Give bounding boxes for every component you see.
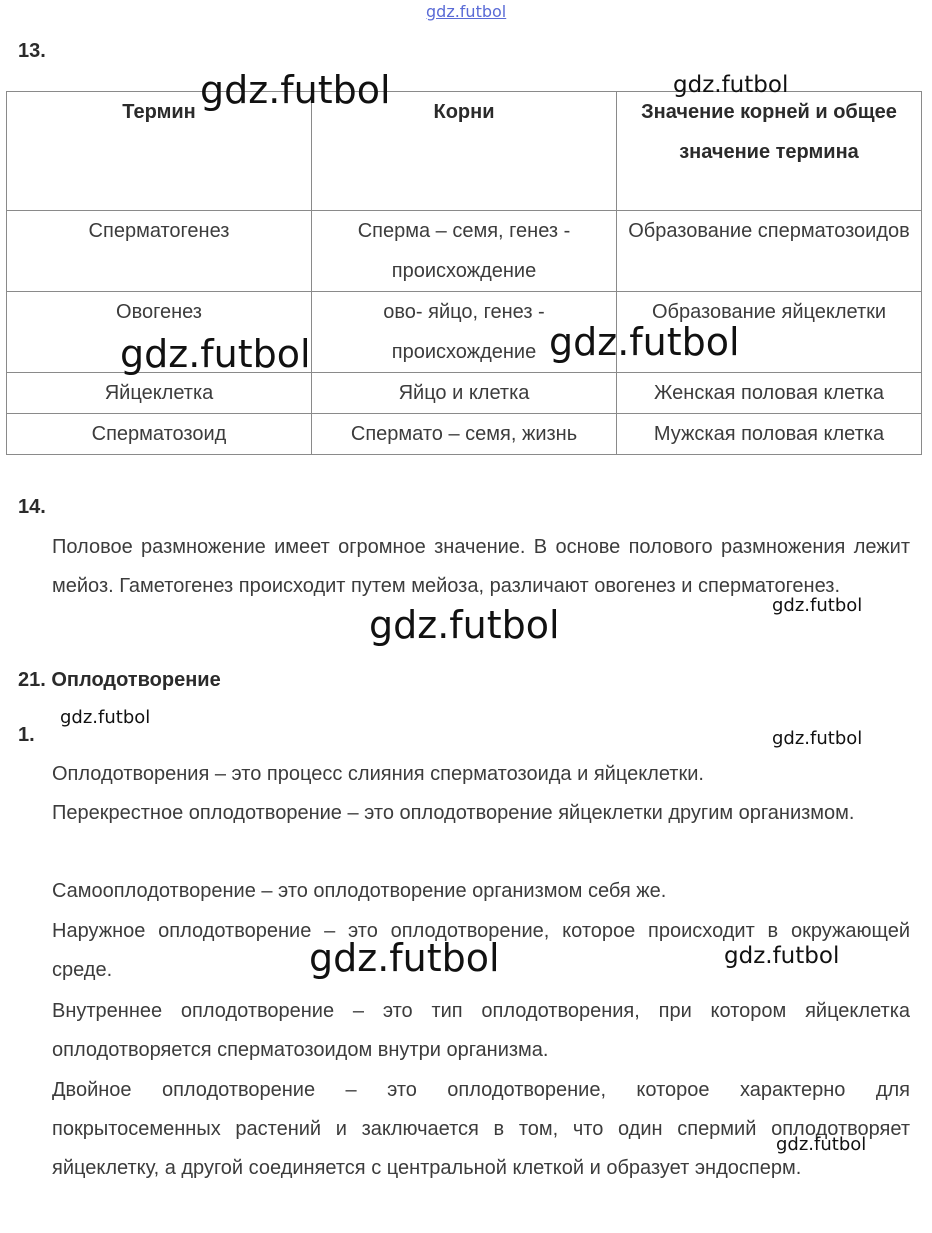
watermark-link[interactable]: gdz.futbol: [426, 2, 507, 21]
watermark: gdz.futbol: [60, 707, 151, 728]
definition-paragraph: Перекрестное оплодотворение – это оплодотворение яйцеклетки другим организмом.: [52, 802, 855, 824]
section-21-title: 21. Оплодотворение: [18, 669, 221, 691]
watermark: gdz.futbol: [772, 728, 863, 749]
watermark: gdz.futbol: [724, 943, 840, 969]
watermark: gdz.futbol: [120, 332, 311, 376]
task-number-14: 14.: [18, 496, 46, 518]
table-row: [7, 211, 922, 292]
cell-roots: Яйцо и клетка: [312, 373, 617, 414]
cell-roots: ово- яйцо, генез - происхождение: [312, 292, 617, 373]
cell-meaning: Женская половая клетка: [617, 373, 922, 414]
table-row: [7, 414, 922, 455]
table-row: [7, 373, 922, 414]
cell-meaning: Образование сперматозоидов: [617, 211, 922, 292]
definition-paragraph: Двойное оплодотворение – это оплодотворение, которое характерно для покрытосеменных растений и заключается в том, что один спермий оплодотворяет яйцеклетку, а другой соединяется с центральной клеткой и образует эндосперм.: [52, 1079, 910, 1179]
task-number-13: 13.: [18, 40, 46, 62]
watermark: gdz.futbol: [309, 936, 500, 980]
task-number-1: 1.: [18, 724, 35, 746]
cell-term: Овогенез: [7, 292, 312, 373]
section-14-text: Половое размножение имеет огромное значение. В основе полового размножения лежит мейоз. Гаметогенез происходит путем мейоза, различают овогенез и сперматогенез.: [52, 536, 910, 597]
definition-paragraph: Оплодотворения – это процесс слияния сперматозоида и яйцеклетки.: [52, 763, 704, 785]
watermark: gdz.futbol: [369, 603, 560, 647]
watermark: gdz.futbol: [772, 595, 863, 616]
cell-roots: Спермато – семя, жизнь: [312, 414, 617, 455]
cell-roots: Сперма – семя, генез - происхождение: [312, 211, 617, 292]
table-header-row: [7, 92, 922, 211]
header-term: Термин: [7, 92, 312, 211]
watermark: gdz.futbol: [549, 320, 740, 364]
cell-term: Сперматозоид: [7, 414, 312, 455]
watermark: gdz.futbol: [776, 1134, 867, 1155]
watermark: gdz.futbol: [200, 68, 391, 112]
definition-paragraph: Самооплодотворение – это оплодотворение организмом себя же.: [52, 880, 667, 902]
watermark: gdz.futbol: [673, 72, 789, 98]
header-meaning: Значение корней и общее значение термина: [617, 92, 922, 211]
header-roots: Корни: [312, 92, 617, 211]
definition-paragraph: Наружное оплодотворение – это оплодотворение, которое происходит в окружающей среде.: [52, 920, 910, 981]
definition-paragraph: Внутреннее оплодотворение – это тип оплодотворения, при котором яйцеклетка оплодотворяется сперматозоидом внутри организма.: [52, 1000, 910, 1061]
terms-table: [6, 91, 922, 455]
cell-meaning: Мужская половая клетка: [617, 414, 922, 455]
cell-term: Сперматогенез: [7, 211, 312, 292]
cell-term: Яйцеклетка: [7, 373, 312, 414]
cell-meaning: Образование яйцеклетки: [617, 292, 922, 373]
